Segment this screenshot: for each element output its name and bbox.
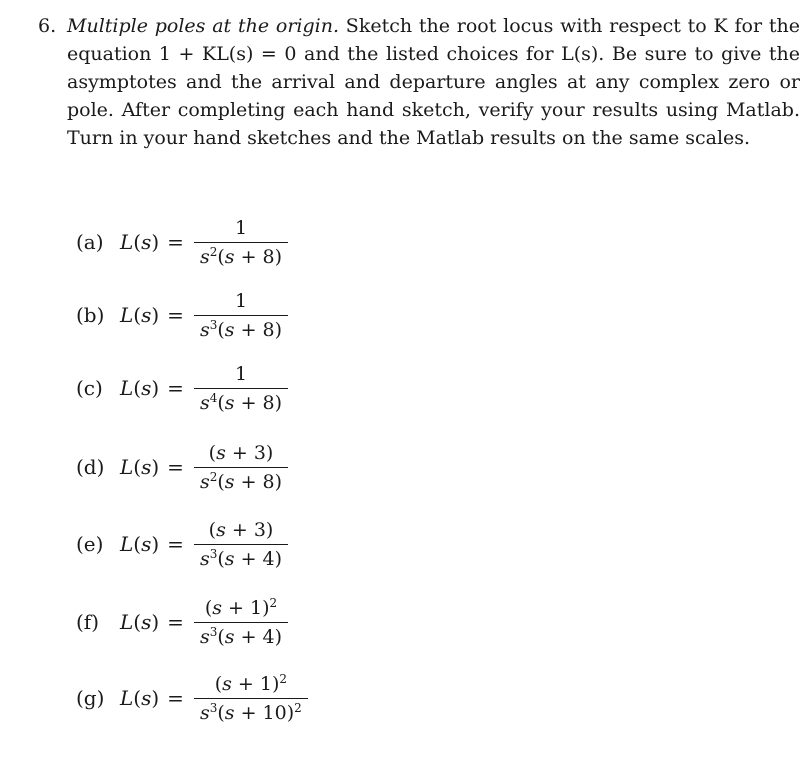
- part-c: [76, 358, 676, 418]
- transfer-fraction: [194, 672, 308, 725]
- part-label: (d): [76, 455, 105, 479]
- equals-sign: =: [167, 455, 184, 479]
- part-lhs: L(s): [120, 455, 160, 479]
- problem-paragraph: [67, 12, 800, 152]
- part-e: [76, 514, 676, 574]
- transfer-fraction: [194, 441, 288, 494]
- denominator: $s^3(s + 10)^2$: [194, 698, 308, 725]
- part-lhs: L(s): [120, 532, 160, 556]
- numerator: 1: [234, 289, 248, 312]
- equals-sign: =: [167, 532, 184, 556]
- numerator: (s + 3): [208, 518, 274, 541]
- denominator: $s^3(s + 8)$: [194, 315, 288, 342]
- denominator: $s^3(s + 4)$: [194, 544, 288, 571]
- numerator: $(s + 1)^2$: [204, 595, 278, 619]
- transfer-fraction: [194, 216, 288, 269]
- denominator: $s^2(s + 8)$: [194, 467, 288, 494]
- denominator: $s^4(s + 8)$: [194, 388, 288, 415]
- problem-number: 6.: [38, 15, 57, 37]
- numerator: $(s + 1)^2$: [214, 671, 288, 695]
- part-b: [76, 285, 676, 345]
- part-lhs: L(s): [120, 610, 160, 634]
- part-label: (e): [76, 532, 104, 556]
- equals-sign: =: [167, 376, 184, 400]
- equals-sign: =: [167, 230, 184, 254]
- equals-sign: =: [167, 610, 184, 634]
- transfer-fraction: [194, 518, 288, 571]
- transfer-fraction: [194, 289, 288, 342]
- part-f: [76, 592, 676, 652]
- equals-sign: =: [167, 686, 184, 710]
- numerator: 1: [234, 362, 248, 385]
- transfer-fraction: [194, 362, 288, 415]
- part-a: [76, 212, 676, 272]
- transfer-fraction: [194, 596, 288, 649]
- problem-title: Multiple poles at the origin.: [67, 15, 339, 37]
- part-d: [76, 437, 676, 497]
- denominator: $s^2(s + 8)$: [194, 242, 288, 269]
- part-label: (a): [76, 230, 104, 254]
- part-label: (b): [76, 303, 105, 327]
- part-label: (g): [76, 686, 105, 710]
- part-lhs: L(s): [120, 376, 160, 400]
- denominator: $s^3(s + 4)$: [194, 622, 288, 649]
- equals-sign: =: [167, 303, 184, 327]
- numerator: (s + 3): [208, 441, 274, 464]
- part-label: (f): [76, 610, 100, 634]
- part-label: (c): [76, 376, 103, 400]
- part-lhs: L(s): [120, 686, 160, 710]
- part-g: [76, 668, 676, 728]
- problem-statement: [38, 12, 800, 152]
- numerator: 1: [234, 216, 248, 239]
- problem-text: Sketch the root locus with respect to K for the equation 1 + KL(s) = 0 and the listed choices for L(s). Be sure to give the asymptotes and the arrival and departure angles at any complex zero or pole. After completing each hand sketch, verify your results using Matlab. Turn in your hand sketches and the Matlab results on the same scales.: [67, 15, 800, 149]
- part-lhs: L(s): [120, 303, 160, 327]
- part-lhs: L(s): [120, 230, 160, 254]
